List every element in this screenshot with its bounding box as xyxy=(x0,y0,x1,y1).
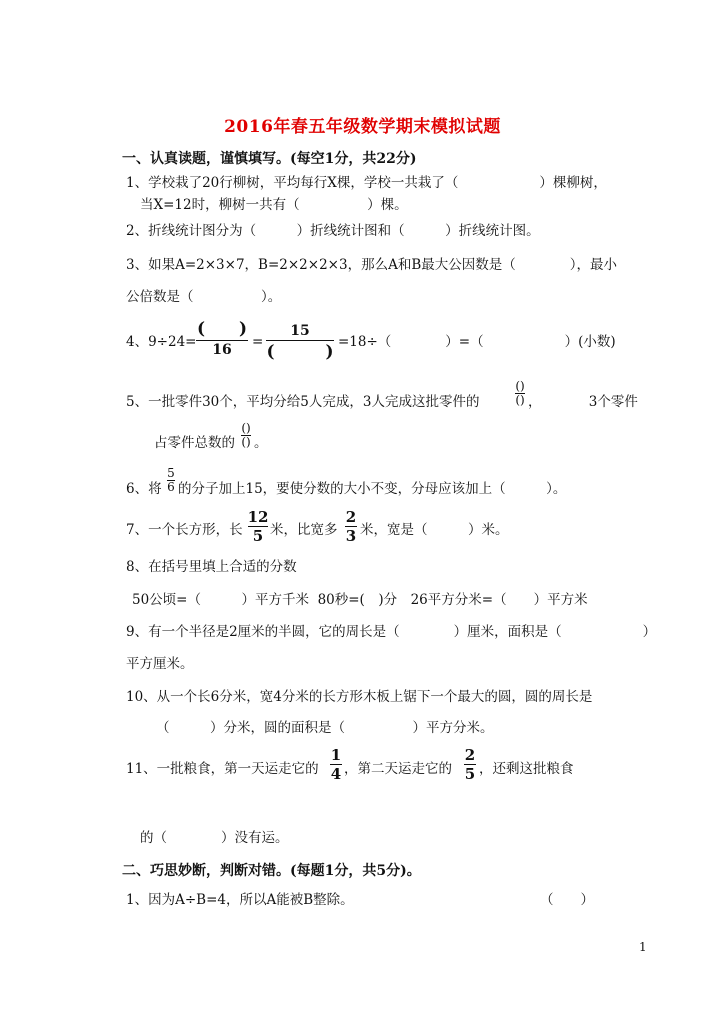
question-3-line-2: 公倍数是（ ）。 xyxy=(126,289,282,305)
question-8-line-1: 8、在括号里填上合适的分数 xyxy=(126,559,297,575)
fraction-denominator: 6 xyxy=(167,480,175,494)
question-7-part-a: 7、一个长方形，长 xyxy=(126,522,243,538)
question-6-fraction xyxy=(167,467,175,494)
fraction-numerator: ( ) xyxy=(196,319,248,339)
question-9-line-2: 平方厘米。 xyxy=(126,656,194,672)
question-11-part-b: ，第二天运走它的 xyxy=(344,761,452,777)
question-7-fraction-2 xyxy=(343,508,359,545)
fraction-numerator: 1 xyxy=(330,746,342,764)
fraction-denominator: 5 xyxy=(464,765,476,783)
question-7-fraction-1 xyxy=(247,508,269,545)
fraction-numerator: () xyxy=(241,421,251,435)
section-2-heading: 二、巧思妙断，判断对错。(每题1分，共5分)。 xyxy=(122,863,421,879)
question-4-suffix: =18÷（ ）=（ ）(小数) xyxy=(338,334,616,350)
question-5-line-2: 占零件总数的 xyxy=(154,435,235,451)
fraction-denominator: 5 xyxy=(252,527,264,545)
fraction-numerator: 2 xyxy=(345,508,357,526)
question-7-part-b: 米，比宽多 xyxy=(270,522,338,538)
fraction-denominator: 4 xyxy=(330,765,342,783)
judgement-1-answer-blank: （ ） xyxy=(540,892,594,908)
fraction-numerator: 2 xyxy=(464,746,476,764)
fraction-numerator: 15 xyxy=(290,323,310,339)
question-4-prefix: 4、9÷24= xyxy=(126,334,197,350)
judgement-1-text: 1、因为A÷B=4，所以A能被B整除。 xyxy=(126,892,354,908)
question-11-line-2: 的（ ）没有运。 xyxy=(140,830,289,846)
question-11-part-a: 11、一批粮食，第一天运走它的 xyxy=(126,761,319,777)
fraction-numerator: 12 xyxy=(247,508,269,526)
question-4-fraction-2 xyxy=(266,322,334,363)
fraction-denominator: () xyxy=(515,393,525,407)
question-5-fraction-2 xyxy=(241,422,251,449)
question-1-line-1: 1、学校栽了20行柳树，平均每行X棵，学校一共栽了（ ）棵柳树， xyxy=(126,175,607,191)
question-8-line-2: 50公顷=（ ）平方千米 80秒=( )分 26平方分米=（ ）平方米 xyxy=(132,592,588,608)
question-6-suffix: 的分子加上15，要使分数的大小不变，分母应该加上（ ）。 xyxy=(178,481,567,497)
fraction-numerator: 5 xyxy=(167,466,175,480)
question-5-fraction-1 xyxy=(515,380,525,407)
page-title: 2016年春五年级数学期末模拟试题 xyxy=(224,117,501,137)
question-9-line-1: 9、有一个半径是2厘米的半圆，它的周长是（ ）厘米，面积是（ ） xyxy=(126,624,657,640)
fraction-denominator: () xyxy=(241,435,251,449)
fraction-denominator: 3 xyxy=(345,527,357,545)
question-10-line-1: 10、从一个长6分米，宽4分米的长方形木板上锯下一个最大的圆，圆的周长是 xyxy=(126,689,593,705)
question-6-prefix: 6、将 xyxy=(126,481,162,497)
question-4-fraction-1 xyxy=(196,318,248,359)
page-number: 1 xyxy=(639,940,647,954)
fraction-denominator: 16 xyxy=(212,342,232,358)
question-11-fraction-2 xyxy=(463,746,477,783)
question-7-part-c: 米，宽是（ ）米。 xyxy=(360,522,509,538)
question-3-line-1: 3、如果A=2×3×7，B=2×2×2×3，那么A和B最大公因数是（ ），最小 xyxy=(126,257,617,273)
question-1-line-2: 当X=12时，柳树一共有（ ）棵。 xyxy=(140,197,408,213)
fraction-numerator: () xyxy=(515,379,525,393)
question-11-fraction-1 xyxy=(329,746,343,783)
question-11-part-c: ，还剩这批粮食 xyxy=(479,761,574,777)
question-10-line-2: （ ）分米，圆的面积是（ ）平方分米。 xyxy=(156,720,494,736)
question-5-line-2-end: 。 xyxy=(254,435,268,451)
question-4-equals: = xyxy=(252,334,264,350)
question-5-line-1b: ， 3个零件 xyxy=(528,394,638,410)
question-2: 2、折线统计图分为（ ）折线统计图和（ ）折线统计图。 xyxy=(126,223,540,239)
question-5-line-1a: 5、一批零件30个，平均分给5人完成，3人完成这批零件的 xyxy=(126,394,480,410)
fraction-denominator: ( ) xyxy=(266,342,334,362)
section-1-heading: 一、认真读题，谨慎填写。(每空1分，共22分) xyxy=(122,151,417,167)
